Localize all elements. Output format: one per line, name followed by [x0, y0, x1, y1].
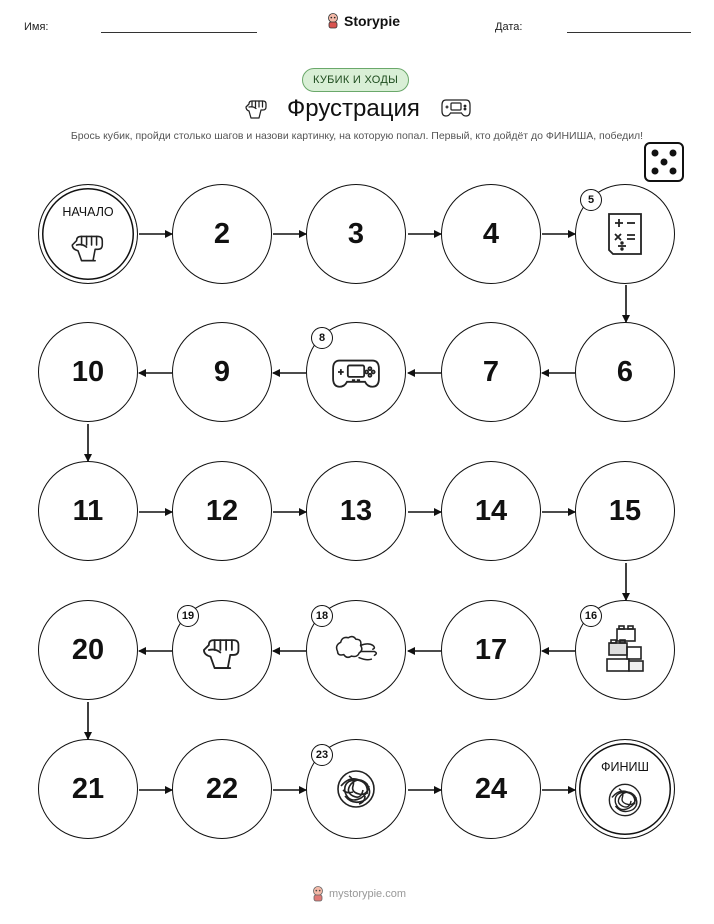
board-cell	[38, 739, 138, 839]
exhale-icon	[333, 632, 379, 668]
game-controller-icon	[330, 354, 382, 390]
cell-badge: 5	[580, 189, 602, 211]
board-cell	[441, 184, 541, 284]
picture-cell	[306, 600, 406, 700]
footer-site[interactable]: mystorypie.com	[329, 888, 407, 900]
board-cell	[38, 600, 138, 700]
cell-badge: 8	[311, 327, 333, 349]
cell-number: 7	[482, 355, 500, 388]
cell-number: 20	[71, 633, 105, 666]
board-cell	[441, 322, 541, 422]
start-cell	[38, 184, 138, 284]
cell-number: 15	[608, 494, 642, 527]
blocks-icon	[603, 625, 647, 675]
cell-number: 10	[71, 355, 105, 388]
board-cell	[441, 600, 541, 700]
board-cell	[575, 461, 675, 561]
board-cell	[306, 461, 406, 561]
board-cell	[38, 461, 138, 561]
board-cell	[172, 322, 272, 422]
picture-cell	[575, 184, 675, 284]
footer	[311, 886, 406, 902]
date-label: Дата:	[495, 21, 523, 33]
picture-cell	[172, 600, 272, 700]
cell-badge: 23	[311, 744, 333, 766]
board-cell	[38, 322, 138, 422]
tangle-icon	[333, 766, 379, 812]
start-label: НАЧАЛО	[62, 205, 114, 219]
picture-cell	[306, 739, 406, 839]
board-cell	[441, 461, 541, 561]
cell-number: 2	[213, 217, 231, 250]
cell-number: 6	[616, 355, 634, 388]
cell-number: 24	[474, 772, 508, 805]
name-label: Имя:	[24, 21, 49, 33]
board-cell	[306, 184, 406, 284]
picture-cell	[575, 600, 675, 700]
board-cell	[575, 322, 675, 422]
board-cell	[172, 184, 272, 284]
tangle-icon	[605, 780, 645, 820]
cell-number: 17	[474, 633, 508, 666]
cell-number: 22	[205, 772, 239, 805]
cell-badge: 19	[177, 605, 199, 627]
finish-cell	[575, 739, 675, 839]
finish-label: ФИНИШ	[601, 760, 649, 774]
brand-name: Storypie	[344, 13, 401, 29]
math-worksheet-icon	[605, 211, 645, 257]
page-title: Фрустрация	[287, 95, 420, 122]
cell-number: 14	[474, 494, 508, 527]
fist-icon	[68, 225, 108, 265]
board-cell	[441, 739, 541, 839]
cell-number: 11	[72, 494, 104, 527]
cell-number: 4	[482, 217, 500, 250]
board-cell	[172, 461, 272, 561]
cell-number: 12	[205, 494, 239, 527]
cell-badge: 16	[580, 605, 602, 627]
cell-number: 21	[71, 772, 105, 805]
category-pill: КУБИК И ХОДЫ	[302, 68, 409, 92]
picture-cell	[306, 322, 406, 422]
board-cell	[172, 739, 272, 839]
cell-badge: 18	[311, 605, 333, 627]
fist-icon	[199, 627, 245, 673]
storypie-mascot-icon	[311, 886, 325, 902]
cell-number: 3	[347, 217, 365, 250]
cell-number: 9	[213, 355, 231, 388]
cell-number: 13	[339, 494, 373, 527]
instruction-text: Брось кубик, пройди столько шагов и назови картинку, на которую попал. Первый, кто дойдёт до ФИНИША, победил!	[70, 130, 644, 142]
